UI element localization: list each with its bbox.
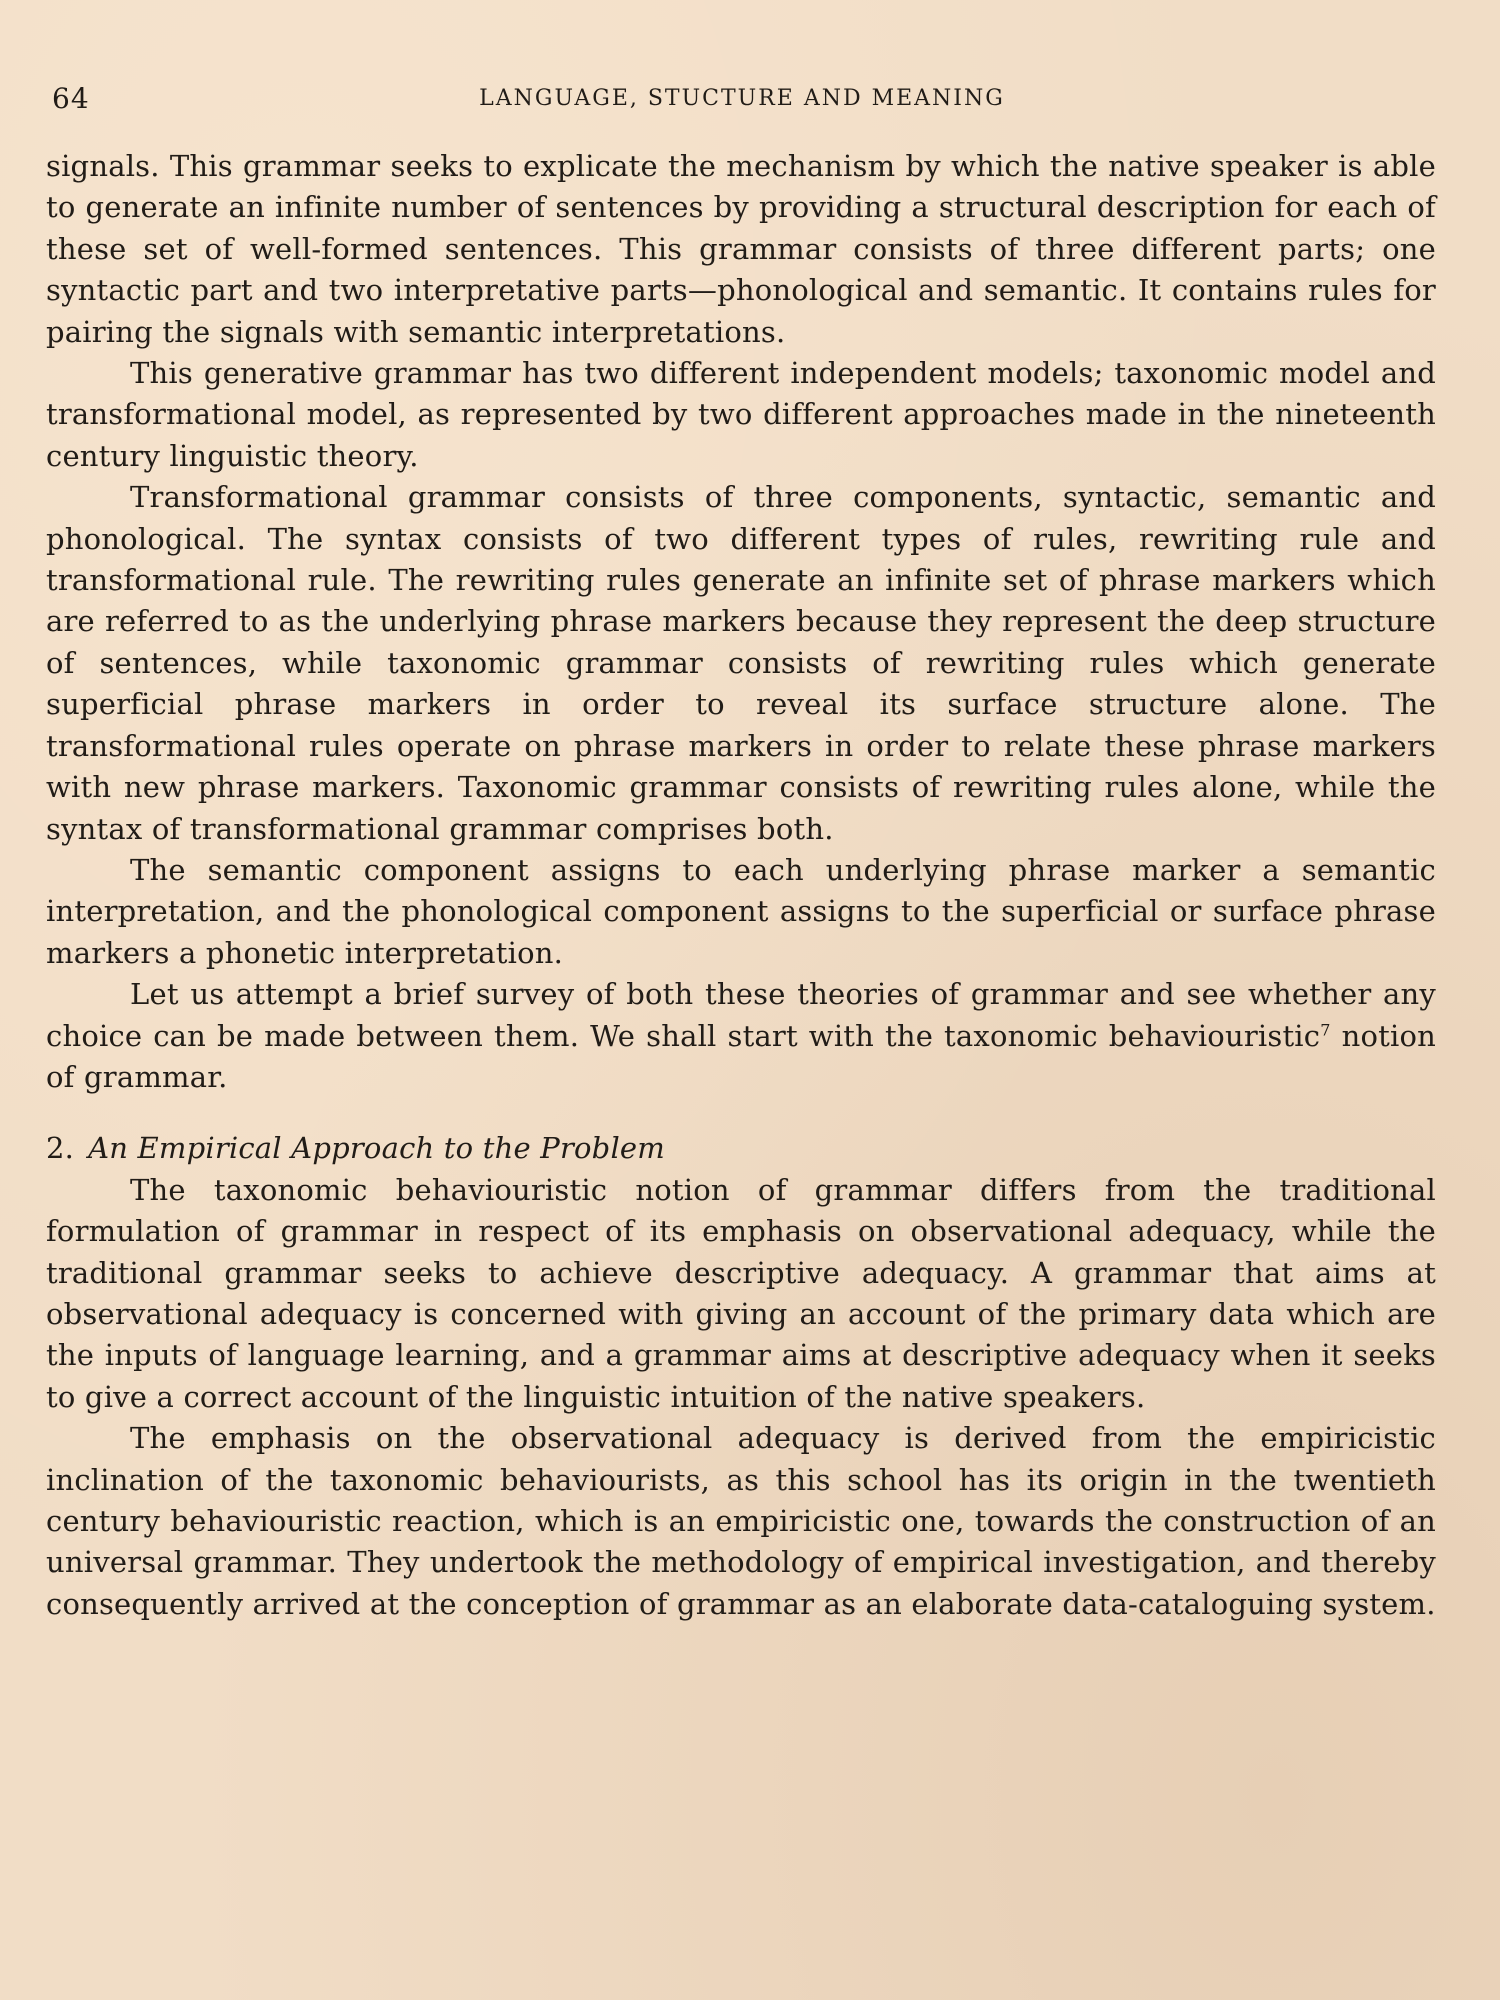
footnote-reference: 7 xyxy=(1320,1019,1331,1039)
page-number: 64 xyxy=(52,82,90,115)
paragraph-survey-text: Let us attempt a brief survey of both these theories of grammar and see whether any choice can be made between them. We shall start with the taxonomic behaviouristic xyxy=(46,977,1436,1053)
paragraph-continuation: signals. This grammar seeks to explicate the mechanism by which the native speaker is able to generate an infinite number of sentences by providing a structural description for each of these set of well-formed sentences. This grammar consists of three different parts; one syntactic part and two interpretative parts—phonological and semantic. It contains rules for pairing the signals with semantic interpretations. xyxy=(46,149,1436,349)
section-title: An Empirical Approach to the Problem xyxy=(88,1131,665,1166)
page-header xyxy=(52,82,1432,122)
paragraph-observational-adequacy: The taxonomic behaviouristic notion of grammar differs from the traditional formulation of grammar in respect of its emphasis on observational adequacy, while the traditional grammar seeks to achieve descriptive adequacy. A grammar that aims at observational adequacy is concerned with giving an account of the primary data which are the inputs of language learning, and a grammar aims at descriptive adequacy when it seeks to give a correct account of the linguistic intuition of the native speakers. xyxy=(46,1172,1436,1414)
paragraph-survey-tail: notion of grammar. xyxy=(46,1018,1436,1094)
paragraph-empiricistic-inclination: The emphasis on the observational adequacy is derived from the empiricistic inclination of the taxonomic behaviourists, as this school has its origin in the twentieth century behaviouristic reaction, which is an empiricistic one, towards the construction of an universal grammar. They undertook the methodology of empirical investigation, and thereby consequently arrived at the conception of grammar as an elaborate data-cataloguing system. xyxy=(46,1421,1436,1621)
running-title: LANGUAGE, STUCTURE AND MEANING xyxy=(479,86,1005,111)
paragraph-transformational-grammar: Transformational grammar consists of three components, syntactic, semantic and phonological. The syntax consists of two different types of rules, rewriting rule and transformational rule. The rewriting rules generate an infinite set of phrase markers which are referred to as the underlying phrase markers because they represent the deep structure of sentences, while taxonomic grammar consists of rewriting rules which generate superficial phrase markers in order to reveal its surface structure alone. The transformational rules operate on phrase markers in order to relate these phrase markers with new phrase markers. Taxonomic grammar consists of rewriting rules alone, while the syntax of transformational grammar comprises both. xyxy=(46,480,1436,846)
section-number: 2. xyxy=(46,1131,75,1166)
body-text xyxy=(46,146,1436,1625)
paragraph-generative-models: This generative grammar has two different independent models; taxonomic model and transformational model, as represented by two different approaches made in the nineteenth century linguistic theory. xyxy=(46,356,1436,473)
paragraph-survey xyxy=(46,974,1436,1098)
section-heading xyxy=(46,1128,1436,1169)
paragraph-semantic-component: The semantic component assigns to each underlying phrase marker a semantic interpretation, and the phonological component assigns to the superficial or surface phrase markers a phonetic interpretation. xyxy=(46,852,1436,970)
